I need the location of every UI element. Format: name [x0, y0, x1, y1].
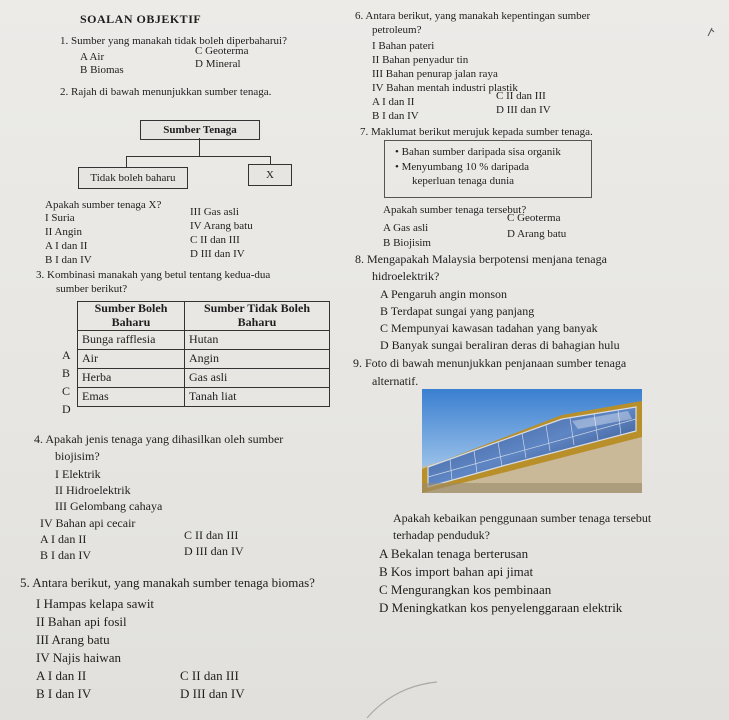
q5-item-3: III Arang batu: [36, 632, 110, 647]
bullet-icon: •: [395, 161, 402, 173]
q7-bullet-2-text: Menyumbang 10 % daripada: [401, 161, 529, 173]
q7-option-c[interactable]: C Geoterma: [507, 212, 561, 224]
diagram-box-tidak-boleh-baharu: [78, 167, 188, 189]
q7-question: Apakah sumber tenaga tersebut?: [383, 204, 527, 216]
q9-option-a[interactable]: A Bekalan tenaga berterusan: [379, 546, 529, 561]
q2-item-2: II Angin: [45, 226, 82, 238]
q9-option-b[interactable]: B Kos import bahan api jimat: [379, 564, 534, 579]
q3-row-a-c1: Bunga rafflesia: [78, 330, 185, 349]
diagram-label-left: Tidak boleh baharu: [90, 172, 176, 184]
q9-option-d[interactable]: D Meningkatkan kos penyelenggaraan elektrik: [379, 600, 623, 615]
q9-option-c[interactable]: C Mengurangkan kos pembinaan: [379, 582, 552, 597]
q5-item-4: IV Najis haiwan: [36, 650, 121, 665]
bullet-icon: •: [395, 146, 402, 158]
q5-option-c[interactable]: C II dan III: [180, 668, 239, 683]
q8-option-c[interactable]: C Mempunyai kawasan tadahan yang banyak: [380, 321, 598, 335]
q6-option-d[interactable]: D III dan IV: [496, 104, 551, 116]
q6-option-b[interactable]: B I dan IV: [372, 110, 419, 122]
q6-item-3: III Bahan penurap jalan raya: [372, 68, 498, 80]
q2-item-3: III Gas asli: [190, 206, 239, 218]
q7-option-b[interactable]: B Biojisim: [383, 237, 431, 249]
q1-text: 1. Sumber yang manakah tidak boleh diperbaharui?: [60, 35, 287, 47]
diagram-label-top: Sumber Tenaga: [163, 124, 237, 136]
diagram-box-sumber-tenaga: [140, 120, 260, 140]
q7-bullet-1: [395, 147, 561, 158]
q3-row-a-c2: Hutan: [185, 330, 330, 349]
q3-option-c[interactable]: C: [62, 384, 71, 398]
q3-row-c-c2: Gas asli: [185, 368, 330, 387]
q3-row-c-c1: Herba: [78, 368, 185, 387]
solar-panel-photo: [422, 389, 642, 493]
q3-table-header: [78, 302, 330, 331]
q4-item-1: I Elektrik: [55, 467, 101, 481]
q6-item-4: IV Bahan mentah industri plastik: [372, 82, 518, 94]
q2-item-1: I Suria: [45, 212, 75, 224]
q3-option-b[interactable]: B: [62, 366, 71, 380]
q1-option-b[interactable]: B Biomas: [80, 64, 124, 76]
q5-option-d[interactable]: D III dan IV: [180, 686, 245, 701]
diagram-box-x: [248, 164, 292, 186]
q4-item-2: II Hidroelektrik: [55, 483, 131, 497]
q6-option-c[interactable]: C II dan III: [496, 90, 546, 102]
q7-bullet-2-cont: keperluan tenaga dunia: [412, 175, 515, 187]
q5-text: 5. Antara berikut, yang manakah sumber tenaga biomas?: [20, 575, 315, 590]
q7-bullet-1-text: Bahan sumber daripada sisa organik: [401, 146, 561, 158]
q6-item-2: II Bahan penyadur tin: [372, 54, 469, 66]
q1-option-c[interactable]: C Geoterma: [195, 45, 249, 57]
q6-text-1: 6. Antara berikut, yang manakah kepentingan sumber: [355, 10, 591, 22]
q2-option-b[interactable]: B I dan IV: [45, 254, 92, 266]
q9-question-1: Apakah kebaikan penggunaan sumber tenaga tersebut: [393, 511, 652, 525]
q5-item-1: I Hampas kelapa sawit: [36, 596, 155, 611]
q5-option-a[interactable]: A I dan II: [36, 668, 87, 683]
q1-option-d[interactable]: D Mineral: [195, 58, 241, 70]
q6-item-1: I Bahan pateri: [372, 40, 435, 52]
q3-option-a[interactable]: A: [62, 348, 71, 362]
diagram-connector-vertical: [199, 138, 200, 156]
section-title: SOALAN OBJEKTIF: [80, 12, 202, 26]
q6-text-2: petroleum?: [372, 24, 422, 36]
q2-option-c[interactable]: C II dan III: [190, 234, 240, 246]
q2-text: 2. Rajah di bawah menunjukkan sumber tenaga.: [60, 86, 272, 98]
q5-option-b[interactable]: B I dan IV: [36, 686, 92, 701]
diagram-label-right: X: [266, 169, 274, 181]
q9-question-2: terhadap penduduk?: [393, 528, 490, 542]
diagram-connector-horizontal: [126, 156, 271, 157]
q5-item-2: II Bahan api fosil: [36, 614, 127, 629]
q7-text: 7. Maklumat berikut merujuk kepada sumber tenaga.: [360, 126, 593, 138]
ink-mark: [705, 26, 717, 38]
q4-option-b[interactable]: B I dan IV: [40, 548, 91, 562]
q4-text-1: 4. Apakah jenis tenaga yang dihasilkan oleh sumber: [34, 432, 284, 446]
q8-text-2: hidroelektrik?: [372, 269, 440, 283]
q7-option-a[interactable]: A Gas asli: [383, 222, 429, 234]
q4-option-d[interactable]: D III dan IV: [184, 544, 244, 558]
q4-item-3: III Gelombang cahaya: [55, 499, 163, 513]
q3-text-2: sumber berikut?: [56, 283, 128, 295]
q3-header-1: Sumber Boleh Baharu: [78, 302, 185, 331]
q9-text-2: alternatif.: [372, 374, 419, 388]
q8-text-1: 8. Mengapakah Malaysia berpotensi menjana tenaga: [355, 252, 607, 266]
q3-text-1: 3. Kombinasi manakah yang betul tentang kedua-dua: [36, 269, 271, 281]
q4-option-a[interactable]: A I dan II: [40, 532, 87, 546]
q3-table: [77, 301, 330, 407]
table-row: [78, 349, 330, 368]
q8-option-d[interactable]: D Banyak sungai beraliran deras di bahagian hulu: [380, 338, 620, 352]
q7-bullet-2: [395, 162, 529, 173]
q8-option-b[interactable]: B Terdapat sungai yang panjang: [380, 304, 535, 318]
q1-option-a[interactable]: A Air: [80, 51, 105, 63]
q2-option-d[interactable]: D III dan IV: [190, 248, 245, 260]
q3-row-d-c1: Emas: [78, 387, 185, 406]
table-row: [78, 330, 330, 349]
table-row: [78, 387, 330, 406]
q2-option-a[interactable]: A I dan II: [45, 240, 88, 252]
q3-row-b-c1: Air: [78, 349, 185, 368]
table-row: [78, 368, 330, 387]
q6-option-a[interactable]: A I dan II: [372, 96, 415, 108]
q4-text-2: biojisim?: [55, 449, 100, 463]
q3-option-d[interactable]: D: [62, 402, 71, 416]
q2-question: Apakah sumber tenaga X?: [45, 199, 162, 211]
q3-row-d-c2: Tanah liat: [185, 387, 330, 406]
q2-item-4: IV Arang batu: [190, 220, 253, 232]
q3-header-2: Sumber Tidak Boleh Baharu: [185, 302, 330, 331]
pen-stroke-mark: [365, 680, 445, 720]
q4-item-4: IV Bahan api cecair: [40, 516, 136, 530]
q3-row-b-c2: Angin: [185, 349, 330, 368]
q7-option-d[interactable]: D Arang batu: [507, 228, 567, 240]
q7-info-box: [384, 140, 592, 198]
q8-option-a[interactable]: A Pengaruh angin monson: [380, 287, 507, 301]
q9-text-1: 9. Foto di bawah menunjukkan penjanaan sumber tenaga: [353, 356, 627, 370]
q4-option-c[interactable]: C II dan III: [184, 528, 239, 542]
